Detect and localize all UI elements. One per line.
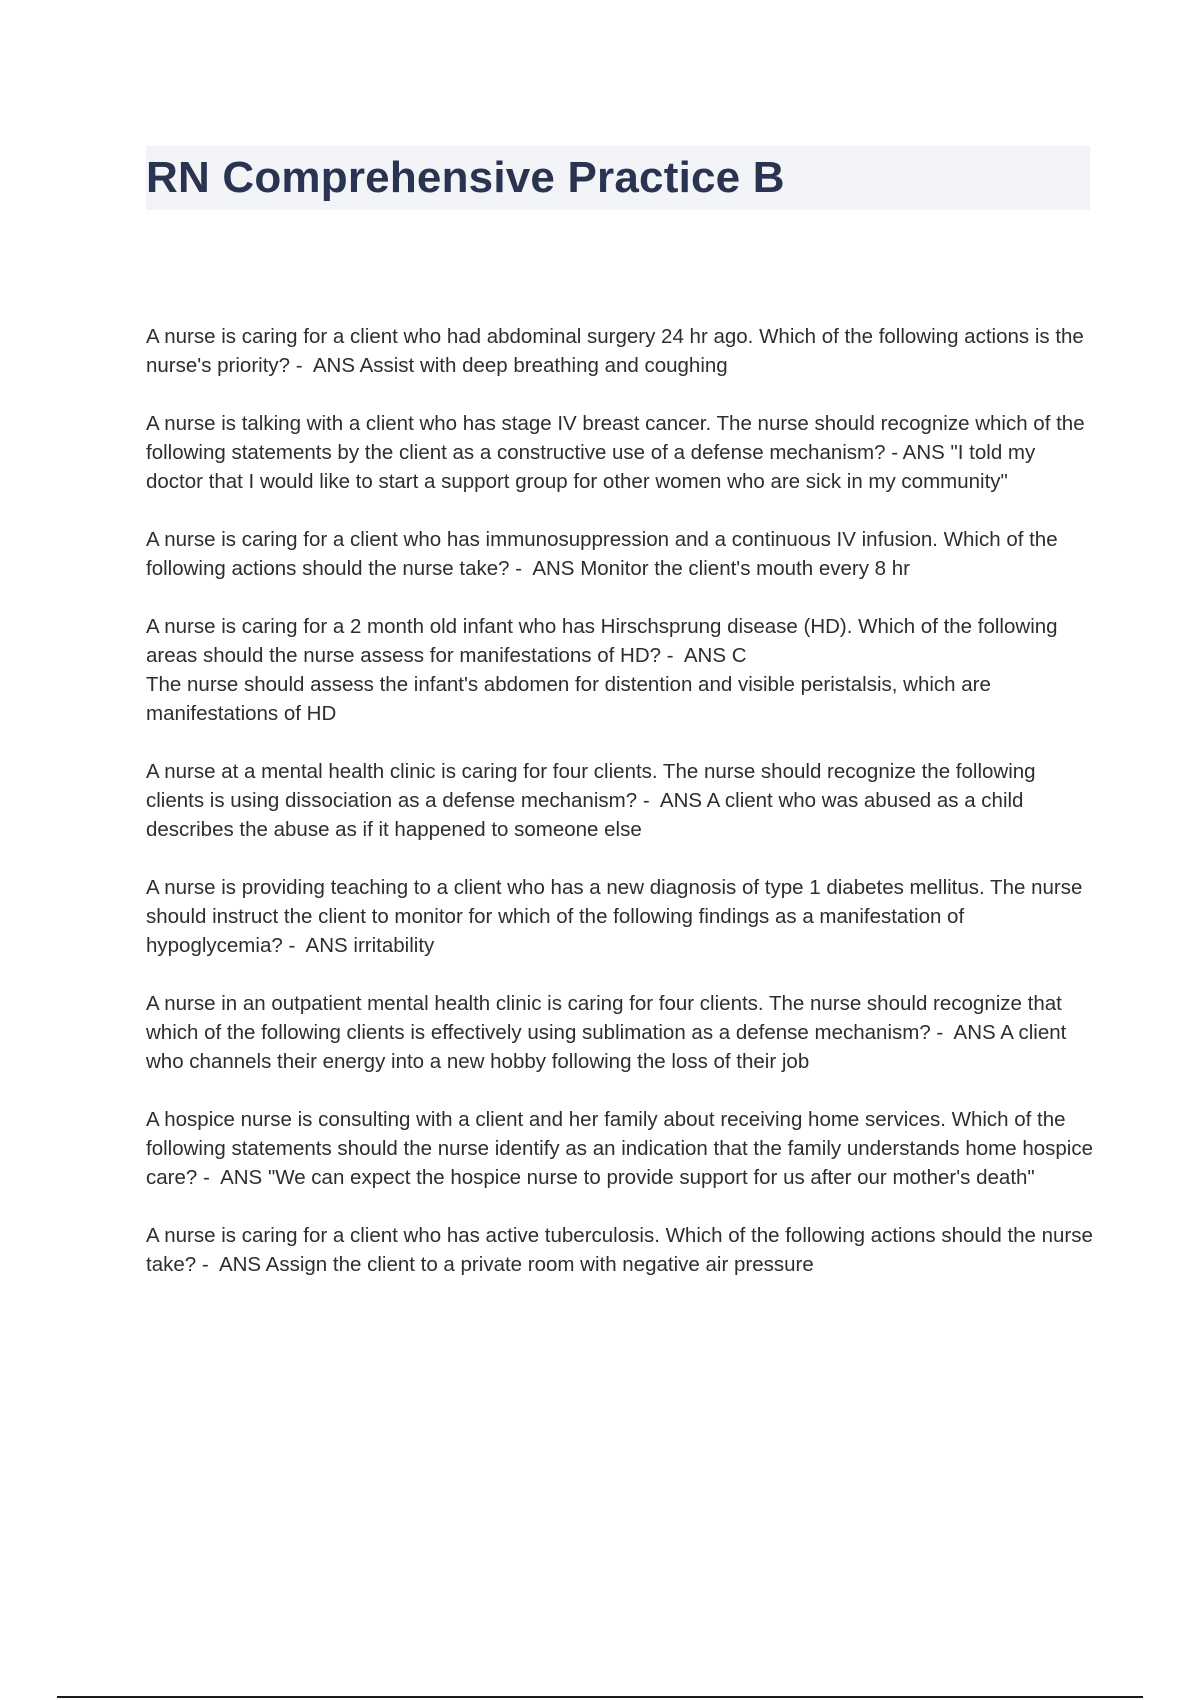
answer-text: C: [731, 644, 747, 667]
footer-divider: [57, 1696, 1143, 1698]
qa-item: [146, 612, 1096, 728]
answer-text: Assist with deep breathing and coughing: [359, 354, 728, 377]
answer-label: ANS: [218, 1253, 262, 1276]
question-text: A nurse is talking with a client who has stage IV breast cancer. The nurse should recognize which of the following statements by the client as a constructive use of a defense mechanism? -: [146, 412, 1085, 464]
answer-label: ANS: [532, 557, 575, 580]
qa-item: [146, 989, 1096, 1076]
question-text: A nurse at a mental health clinic is caring for four clients. The nurse should recognize the following clients is using dissociation as a defense mechanism? -: [146, 760, 1036, 812]
qa-item: [146, 1221, 1096, 1279]
answer-text: irritability: [353, 934, 435, 957]
answer-text: Assign the client to a private room with negative air pressure: [265, 1253, 814, 1276]
answer-text: A client who channels their energy into a new hobby following the loss of their job: [146, 1021, 1067, 1073]
answer-text: "I told my doctor that I would like to start a support group for other women who are sick in my community": [146, 441, 1036, 493]
question-text: A nurse is caring for a client who had abdominal surgery 24 hr ago. Which of the following actions is the nurse's priority? -: [146, 325, 1084, 377]
answer-label: ANS: [312, 354, 355, 377]
question-text: A nurse is providing teaching to a client who has a new diagnosis of type 1 diabetes mellitus. The nurse should instruct the client to monitor for which of the following findings as a manifestation of hypoglycemia? -: [146, 876, 1083, 957]
question-text: A nurse is caring for a client who has immunosuppression and a continuous IV infusion. Which of the following actions should the nurse take? -: [146, 528, 1058, 580]
qa-item: [146, 322, 1096, 380]
title-banner: [146, 146, 1090, 210]
qa-item: [146, 525, 1096, 583]
answer-label: ANS: [659, 789, 703, 812]
answer-label: ANS: [902, 441, 945, 464]
qa-item: [146, 757, 1096, 844]
question-text: A nurse is caring for a client who has active tuberculosis. Which of the following actions should the nurse take? -: [146, 1224, 1093, 1276]
answer-text: Monitor the client's mouth every 8 hr: [580, 557, 910, 580]
answer-label: ANS: [305, 934, 348, 957]
answer-label: ANS: [683, 644, 726, 667]
answer-text: "We can expect the hospice nurse to provide support for us after our mother's death": [267, 1166, 1035, 1189]
question-text: A nurse is caring for a 2 month old infant who has Hirschsprung disease (HD). Which of the following areas should the nurse assess for manifestations of HD? -: [146, 615, 1058, 667]
answer-text: A client who was abused as a child describes the abuse as if it happened to someone else: [146, 789, 1024, 841]
qa-item: [146, 409, 1096, 496]
question-text: A nurse in an outpatient mental health clinic is caring for four clients. The nurse should recognize that which of the following clients is effectively using sublimation as a defense mechanism? -: [146, 992, 1062, 1044]
question-answer-list: [146, 322, 1096, 1308]
qa-item: [146, 873, 1096, 960]
question-text: A hospice nurse is consulting with a client and her family about receiving home services. Which of the following statements should the nurse identify as an indication that the family understands home hospice care? -: [146, 1108, 1093, 1189]
page-title: RN Comprehensive Practice B: [146, 153, 785, 202]
answer-label: ANS: [953, 1021, 996, 1044]
answer-rationale: The nurse should assess the infant's abdomen for distention and visible peristalsis, which are manifestations of HD: [146, 673, 991, 725]
qa-item: [146, 1105, 1096, 1192]
answer-label: ANS: [220, 1166, 263, 1189]
